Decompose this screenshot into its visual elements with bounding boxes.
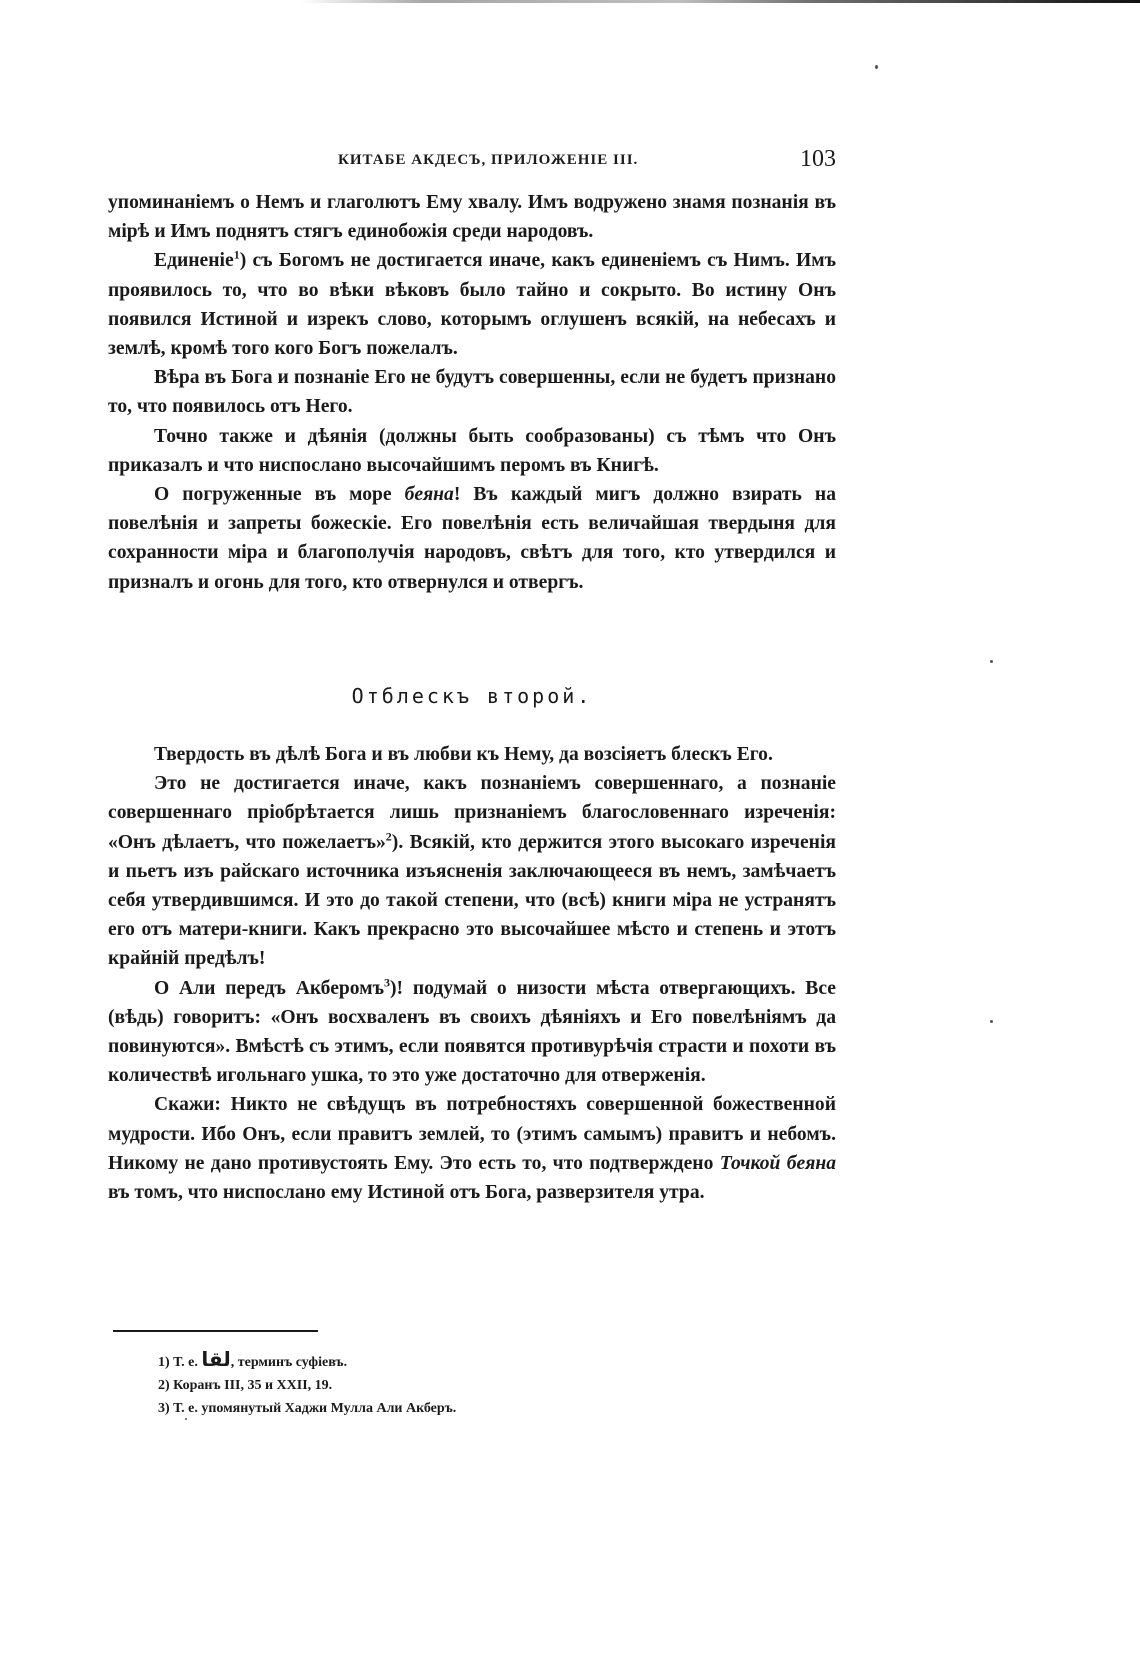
paragraph-text: въ томъ, что ниспослано ему Истиной отъ Бога, разверзителя утра.: [108, 1182, 705, 1204]
paragraph-text: Единеніе: [154, 250, 234, 272]
paragraph-text: Точно также и дѣянія (должны быть сообразованы) съ тѣмъ что Онъ приказалъ и что ниспослано высочайшимъ перомъ въ Книгѣ.: [108, 425, 836, 476]
paragraph-text: О погруженные въ море: [154, 484, 405, 506]
paragraph-immersed: [108, 480, 836, 597]
paragraph-text: ! Въ каждый мигъ должно взирать на повелѣнія и запреты божескіе. Его повелѣнія есть величайшая твердыня для сохранности міра и благополучія народовъ, свѣтъ для того, кто утвердился и призналъ и огонь для того, кто отвернулся и отвергъ.: [108, 484, 836, 593]
paragraph-text: Это не достигается иначе, какъ познаніемъ совершеннаго, а познаніе совершеннаго пріобрѣтается лишь признаніемъ благословеннаго изреченія: «Онъ дѣлаетъ, что пожелаетъ»: [108, 773, 836, 853]
italic-term: Точкой беяна: [719, 1152, 836, 1174]
italic-term: беяна: [404, 484, 454, 506]
running-title: КИТАБЕ АКДЕСЪ, ПРИЛОЖЕНІЕ III.: [338, 152, 639, 168]
footnote-text: , терминъ суфіевъ.: [230, 1355, 348, 1370]
paragraph-text: Скажи: Никто не свѣдущъ въ потребностяхъ совершенной божественной мудрости. Ибо Онъ, если правитъ землей, то (этимъ самымъ) правитъ и небомъ. Никому не дано противустоять Ему. Это есть то, что подтверждено: [108, 1094, 836, 1174]
scan-speck: [185, 1418, 187, 1420]
paragraph-faith: [108, 363, 836, 421]
paragraph-deeds: [108, 422, 836, 480]
arabic-term: لقا: [201, 1347, 231, 1371]
paragraph-text: ) съ Богомъ не достигается иначе, какъ единеніемъ съ Нимъ. Имъ проявилось то, что во вѣки вѣковъ было тайно и сокрыто. Во истину Онъ появился Истиной и изрекъ слово, которымъ оглушенъ всякій, на небесахъ и землѣ, кромѣ того кого Богъ пожелалъ.: [108, 250, 836, 360]
footnote-ref-3[interactable]: 3: [384, 975, 390, 990]
text-block-top: [108, 188, 836, 597]
footnote-3: 3) Т. е. упомянутый Хаджи Мулла Али Акберъ.: [158, 1401, 457, 1416]
paragraph-knowledge: [108, 769, 836, 973]
section-heading: Отблескъ второй.: [351, 684, 593, 708]
footnote-ref-1[interactable]: 1: [233, 247, 240, 262]
paragraph-text: )! подумай о низости мѣста отвергающихъ. Все (вѣдь) говоритъ: «Онъ восхваленъ въ своихъ дѣяніяхъ и Его повелѣніямъ да повинуются». Вмѣстѣ съ этимъ, если появятся противурѣчія страсти и похоти въ количествѣ игольнаго ушка, то это уже достаточно для отверженія.: [108, 977, 836, 1087]
top-edge-rule: [300, 0, 1140, 3]
paragraph-ali: [108, 974, 836, 1091]
footnote-text: 1) Т. е.: [158, 1355, 202, 1370]
paragraph-unity: [108, 246, 836, 363]
paragraph-say: [108, 1090, 836, 1207]
paragraph-continuation: [108, 188, 836, 246]
footnote-divider: [113, 1330, 318, 1332]
footnote-2: 2) Коранъ III, 35 и XXII, 19.: [158, 1378, 333, 1393]
paragraph-text: ). Всякій, кто держится этого высокаго изреченія и пьетъ изъ райскаго источника изъясненія заключающееся въ немъ, замѣчаетъ себя утвердившимся. И это до такой степени, что (всѣ) книги міра не устранятъ его отъ матери-книги. Какъ прекрасно это высочайшее мѣсто и степень и этотъ крайній предѣлъ!: [108, 831, 836, 970]
paragraph-firmness: [108, 740, 836, 769]
text-block-bottom: [108, 740, 836, 1207]
scan-speck: [990, 1020, 993, 1023]
paragraph-text: упоминаніемъ о Немъ и глаголютъ Ему хвалу. Имъ водружено знамя познанія въ мірѣ и Имъ поднятъ стягъ единобожія среди народовъ.: [108, 192, 836, 243]
running-header: [108, 146, 836, 178]
paragraph-text: Вѣра въ Бога и познаніе Его не будутъ совершенны, если не будетъ признано то, что появилось отъ Него.: [108, 367, 836, 418]
footnotes: [158, 1348, 798, 1420]
footnote-1: [158, 1348, 798, 1374]
paragraph-text: О Али передъ Акберомъ: [154, 977, 384, 999]
scan-speck: [990, 660, 993, 663]
scan-speck: [875, 65, 878, 69]
page-number: 103: [800, 146, 836, 172]
paragraph-text: Твердость въ дѣлѣ Бога и въ любви къ Нему, да возсіяетъ блескъ Его.: [154, 744, 773, 765]
footnote-ref-2[interactable]: 2: [385, 829, 392, 844]
